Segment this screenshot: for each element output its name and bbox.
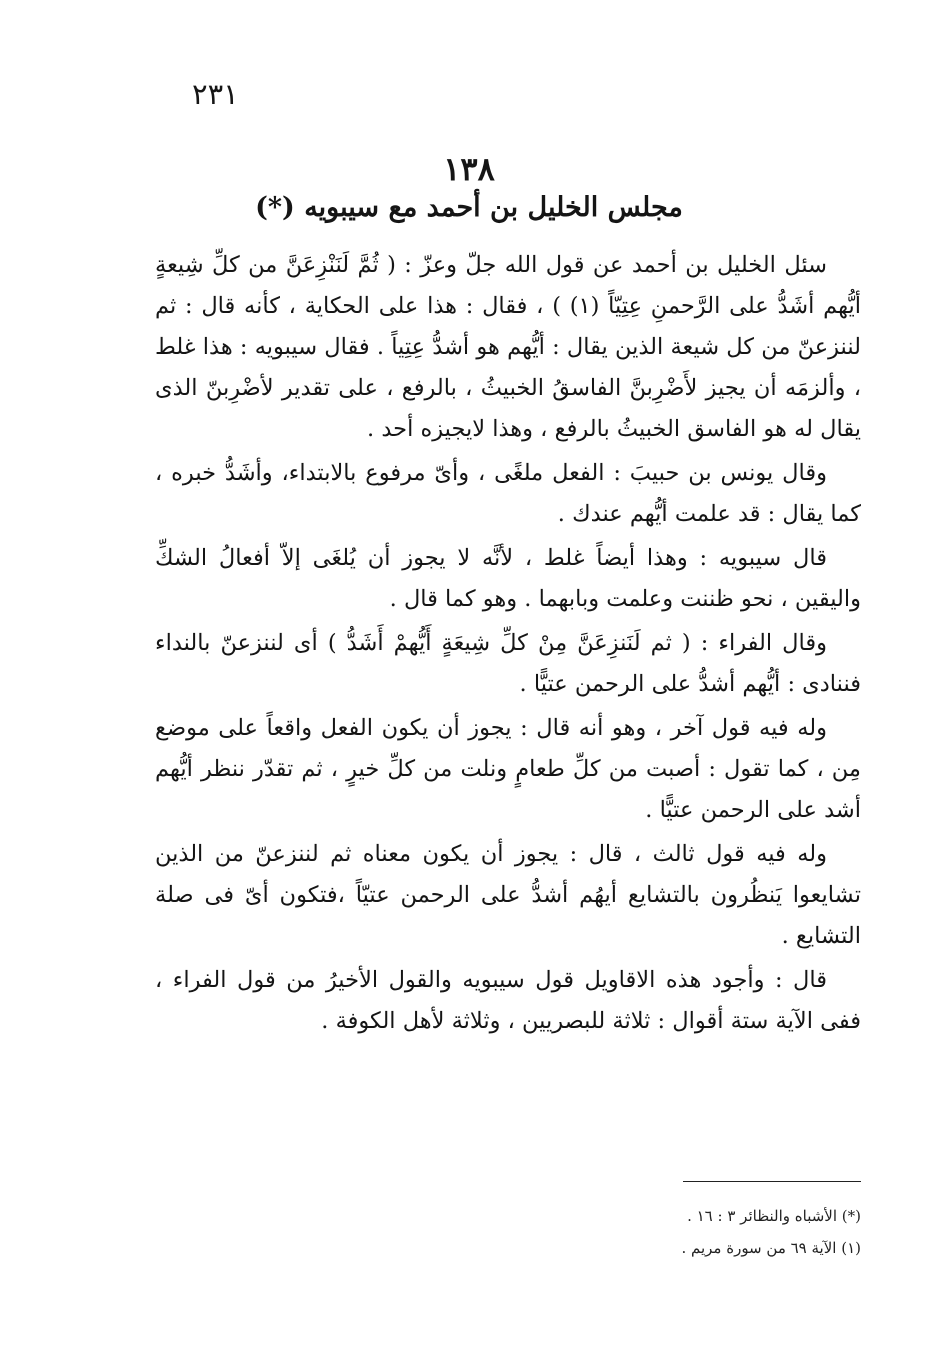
- paragraph: سئل الخليل بن أحمد عن قول الله جلّ وعزّ : ( ثُمَّ لَنَنْزِعَنَّ من كلِّ شِيعةٍ أيُّهم أشَدُّ على الرَّحمنِ عِتِيّاً (١) ) ، فقال : هذا على الحكاية ، كأنه قال : ثم لننزعنّ من كل شيعة الذين يقال : أيُّهم هو أشدُّ عِتِياً . فقال سيبويه : هذا غلط ، وألزمَه أن يجيز لأَضْرِبنَّ الفاسقُ الخبيثُ ، بالرفع ، على تقدير لأضْرِبنّ الذى يقال له هو الفاسق الخبيثُ بالرفع ، وهذا لايجيزه أحد .: [155, 252, 861, 442]
- paragraph: وقال الفراء : ( ثم لَنَنزِعَنَّ مِنْ كلِّ شِيعَةٍ أَيُّهمْ أَشَدُّ ) أى لننزعنّ بالنداء فننادى : أيُّهم أشدُّ على الرحمن عتيًّا .: [155, 630, 861, 697]
- page-number: ٢٣١: [192, 77, 239, 111]
- section-number: ١٣٨: [443, 150, 495, 188]
- footnotes: [480, 1200, 861, 1264]
- footnote: (*) الأشباه والنظائر ٣ : ١٦ .: [687, 1207, 861, 1225]
- footnote: (١) الآية ٦٩ من سورة مريم .: [681, 1239, 861, 1257]
- paragraph: قال سيبويه : وهذا أيضاً غلط ، لأنَّه لا يجوز أن يُلغَى إلاّ أفعالُ الشكِّ واليقين ، نحو ظننت وعلمت وبابهما . وهو كما قال .: [155, 545, 861, 612]
- body-text: [155, 245, 861, 1042]
- paragraph: وقال يونس بن حبيبَ : الفعل ملغًى ، وأىّ مرفوع بالابتداء، وأشَدُّ خبره ، كما يقال : قد علمت أيُّهم عندك .: [155, 460, 861, 527]
- section-title: مجلس الخليل بن أحمد مع سيبويه (*): [255, 192, 683, 223]
- footnote-divider: [683, 1181, 861, 1182]
- paragraph: وله فيه قول ثالث ، قال : يجوز أن يكون معناه ثم لننزعنّ من الذين تشايعوا يَنظُرون بالتشايع أيهُم أشدُّ على الرحمن عتيّاً ،فتكون أىّ فى صلة التشايع .: [155, 841, 861, 949]
- paragraph: وله فيه قول آخر ، وهو أنه قال : يجوز أن يكون الفعل واقعاً على موضع مِن ، كما تقول : أصبت من كلِّ طعامٍ ونلت من كلِّ خيرٍ ، ثم تقدّر ننظر أيُّهم أشد على الرحمن عتيًّا .: [155, 715, 861, 823]
- paragraph: قال : وأجود هذه الاقاويل قول سيبويه والقول الأخيرُ من قول الفراء ، ففى الآية ستة أقوال : ثلاثة للبصريين ، وثلاثة لأهل الكوفة .: [155, 967, 861, 1034]
